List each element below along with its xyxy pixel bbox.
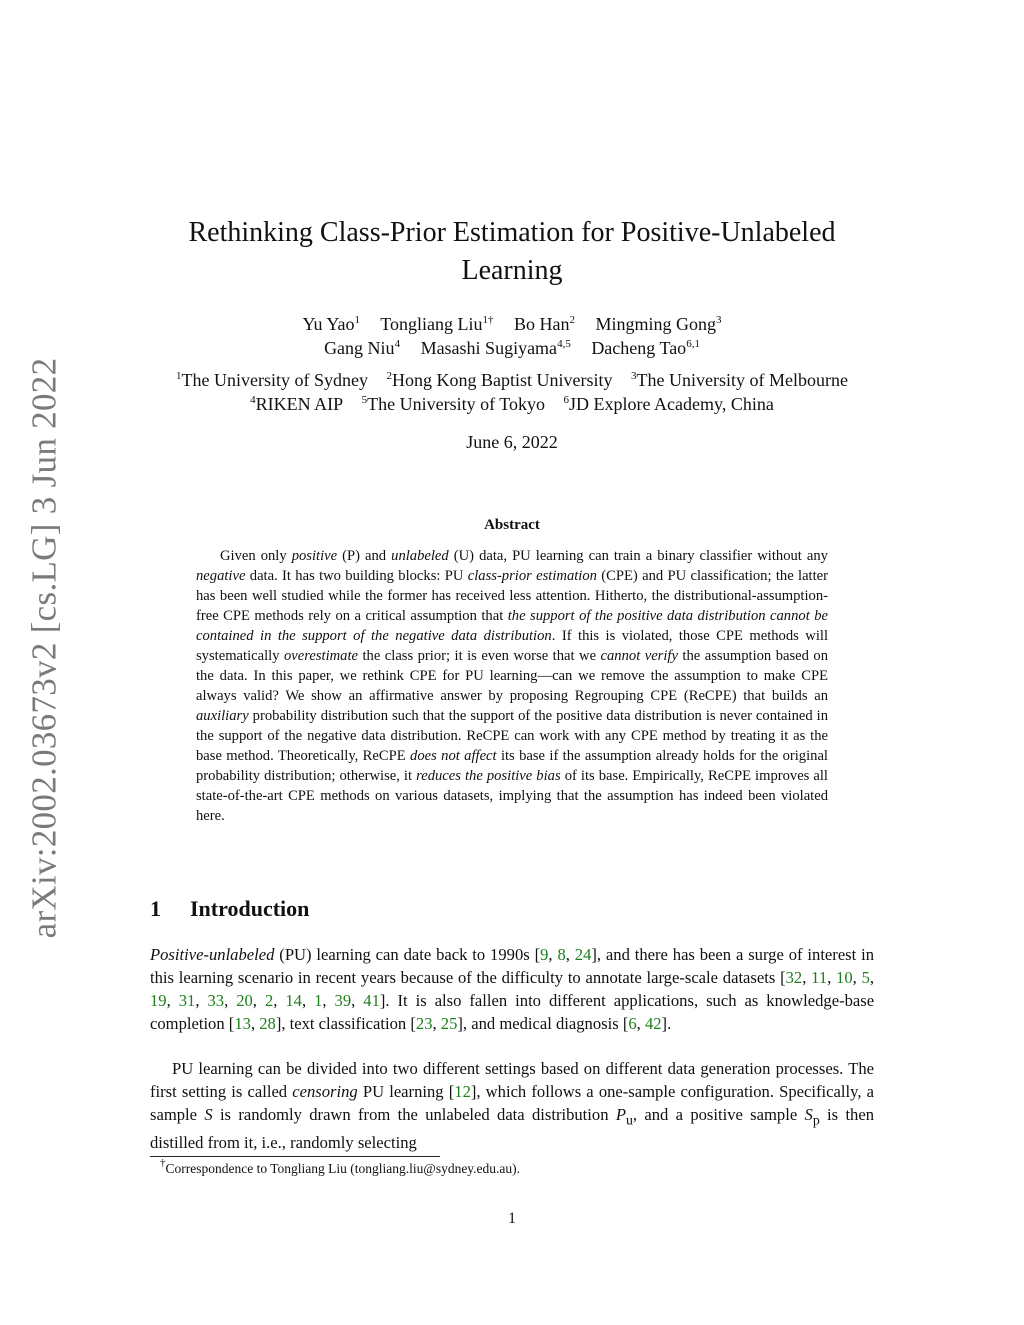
citation-link[interactable]: 6 bbox=[628, 1014, 637, 1033]
affiliation-sup: 5 bbox=[361, 394, 368, 406]
citation-link[interactable]: 8 bbox=[557, 945, 566, 964]
publication-date: June 6, 2022 bbox=[466, 432, 558, 452]
citation-link[interactable]: 42 bbox=[644, 1014, 662, 1033]
citation-link[interactable]: 12 bbox=[454, 1082, 471, 1101]
paper-title: Rethinking Class-Prior Estimation for Positive-Unlabeled Learning bbox=[188, 217, 836, 286]
page-number: 1 bbox=[508, 1210, 516, 1227]
affiliation-line-2 bbox=[100, 392, 924, 416]
affiliation-name: The University of Melbourne bbox=[636, 370, 848, 390]
citation-link[interactable]: 32 bbox=[785, 968, 803, 987]
section-number: 1 bbox=[150, 896, 161, 921]
section-title: Introduction bbox=[190, 896, 310, 921]
affiliation-name: Hong Kong Baptist University bbox=[392, 370, 613, 390]
intro-paragraph-2: PU learning can be divided into two different settings based on different data generation processes. The first setting is called censoring PU learning [12], which follows a one-sample configuration. Specifically, a sample S is randomly drawn from the unlabeled data distribution $P_u$, and a positive sample $S_p$ is then distilled from it, i.e., randomly selecting bbox=[150, 1059, 875, 1153]
abstract-body: Given only positive (P) and unlabeled (U) data, PU learning can train a binary classifier without any negative data. It has two building blocks: PU class-prior estimation (CPE) and PU classification; the latter has been well studied while the former has received less attention. Hitherto, the distributional-assumption-free CPE methods rely on a critical assumption that the support of the positive data distribution cannot be contained in the support of the negative data distribution. If this is violated, those CPE methods will systematically overestimate the class prior; it is even worse that we cannot verify the assumption based on the data. In this paper, we rethink CPE for PU learning—can we remove the assumption to make CPE always valid? We show an affirmative answer by proposing Regrouping CPE (ReCPE) that builds an auxiliary probability distribution such that the support of the positive data distribution is never contained in the support of the negative data distribution. ReCPE can work with any CPE method by treating it as the base method. Theoretically, ReCPE does not affect its base if the assumption already holds for the original probability distribution; otherwise, it reduces the positive bias of its base. Empirically, ReCPE improves all state-of-the-art CPE methods on various datasets, implying that the assumption has indeed been violated here. bbox=[196, 548, 828, 824]
footnote-divider bbox=[150, 1156, 440, 1157]
math-var: S bbox=[804, 1105, 813, 1124]
citation-link[interactable]: 41 bbox=[363, 991, 380, 1010]
citation-link[interactable]: 1 bbox=[314, 991, 323, 1010]
citation-link[interactable]: 24 bbox=[574, 945, 592, 964]
author-affil-sup: 6,1 bbox=[686, 338, 700, 350]
affiliation-sup: 2 bbox=[386, 370, 392, 382]
citation-link[interactable]: 14 bbox=[285, 991, 302, 1010]
citation-link[interactable]: 19 bbox=[150, 991, 167, 1010]
author-name: Bo Han bbox=[513, 314, 570, 334]
author-affil-sup: 1† bbox=[482, 314, 494, 326]
author-line-1 bbox=[110, 312, 914, 336]
arxiv-stamp bbox=[14, 357, 74, 939]
author-name: Yu Yao bbox=[302, 314, 355, 334]
citation-link[interactable]: 2 bbox=[264, 991, 274, 1010]
section-heading-introduction bbox=[150, 896, 309, 922]
citation-link[interactable]: 31 bbox=[178, 991, 196, 1010]
abstract-heading: Abstract bbox=[484, 517, 540, 533]
affiliation-name: JD Explore Academy, China bbox=[569, 394, 774, 414]
citation-link[interactable]: 23 bbox=[415, 1014, 433, 1033]
citation-link[interactable]: 10 bbox=[836, 968, 853, 987]
footnote-mark: † bbox=[160, 1157, 166, 1169]
citation-link[interactable]: 28 bbox=[259, 1014, 276, 1033]
footnote-text: Correspondence to Tongliang Liu (tongliang.liu@sydney.edu.au). bbox=[165, 1161, 521, 1176]
author-affil-sup: 1 bbox=[354, 314, 361, 326]
arxiv-identifier: arXiv:2002.03673v2 [cs.LG] 3 Jun 2022 bbox=[24, 357, 64, 939]
author-name: Mingming Gong bbox=[595, 314, 716, 334]
math-var: S bbox=[204, 1105, 213, 1124]
affiliation-sup: 3 bbox=[631, 370, 637, 382]
author-line-2 bbox=[110, 336, 914, 360]
citation-link[interactable]: 39 bbox=[334, 991, 352, 1010]
citation-link[interactable]: 25 bbox=[440, 1014, 458, 1033]
citation-link[interactable]: 20 bbox=[236, 991, 253, 1010]
author-name: Tongliang Liu bbox=[380, 314, 483, 334]
intro-paragraph-1: Positive-unlabeled (PU) learning can date back to 1990s [9, 8, 24], and there has been a surge of interest in this learning scenario in recent years because of the difficulty to annotate large-scale datasets [32, 11, 10, 5, 19, 31, 33, 20, 2, 14, 1, 39, 41]. It is also fallen into different applications, such as knowledge-base completion [13, 28], text classification [23, 25], and medical diagnosis [6, 42]. bbox=[150, 945, 875, 1033]
citation-link[interactable]: 5 bbox=[861, 968, 870, 987]
math-var: P bbox=[615, 1105, 626, 1124]
author-name: Masashi Sugiyama bbox=[420, 338, 558, 358]
author-name: Dacheng Tao bbox=[591, 338, 687, 358]
footnote bbox=[160, 1157, 521, 1177]
affiliation-name: The University of Sydney bbox=[181, 370, 368, 390]
citation-link[interactable]: 11 bbox=[811, 968, 828, 987]
affiliation-list bbox=[100, 368, 924, 416]
citation-link[interactable]: 13 bbox=[234, 1014, 251, 1033]
affiliation-sup: 6 bbox=[563, 394, 570, 406]
author-affil-sup: 3 bbox=[715, 314, 722, 326]
affiliation-sup: 4 bbox=[250, 394, 256, 406]
citation-link[interactable]: 33 bbox=[207, 991, 225, 1010]
affiliation-name: The University of Tokyo bbox=[367, 394, 546, 414]
affiliation-name: RIKEN AIP bbox=[255, 394, 344, 414]
author-affil-sup: 4,5 bbox=[557, 338, 571, 350]
author-name: Gang Niu bbox=[324, 338, 395, 358]
affiliation-line-1 bbox=[100, 368, 924, 392]
affiliation-sup: 1 bbox=[176, 370, 182, 382]
author-affil-sup: 2 bbox=[569, 314, 575, 326]
author-list bbox=[110, 312, 914, 360]
citation-link[interactable]: 9 bbox=[540, 945, 549, 964]
author-affil-sup: 4 bbox=[394, 338, 401, 350]
